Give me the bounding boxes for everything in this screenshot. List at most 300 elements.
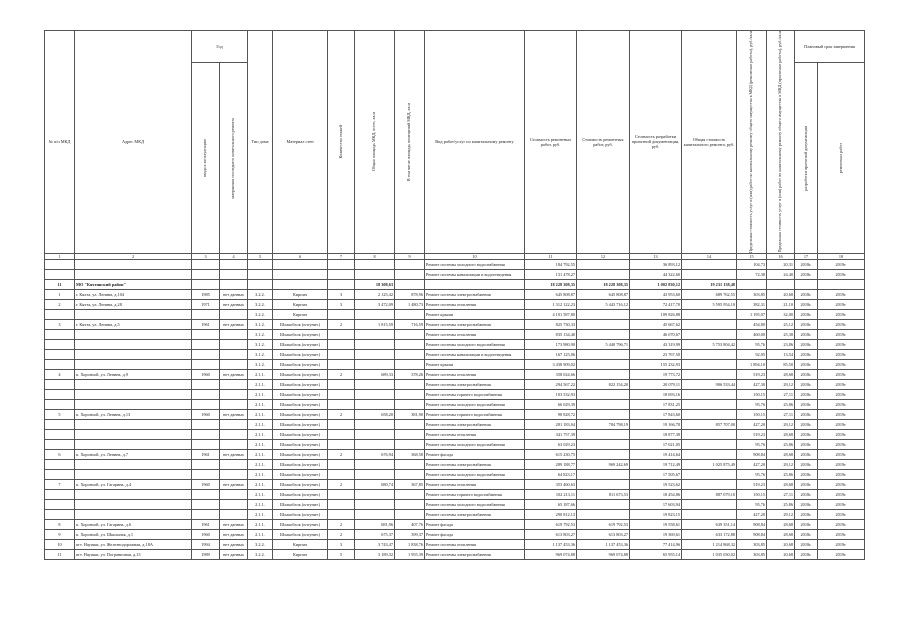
table-cell [425, 279, 525, 289]
table-cell [767, 279, 795, 289]
table-cell: 2019г. [818, 259, 865, 269]
table-cell: нет данных [220, 369, 248, 379]
table-cell [395, 439, 425, 449]
table-cell: Ремонт крыши [425, 309, 525, 319]
table-cell: 399,37 [395, 529, 425, 539]
table-cell: 6 [45, 449, 75, 459]
table-cell [682, 499, 737, 509]
table-cell: г. Кяхта, ул. Ленина, д.28 [75, 299, 192, 309]
table-cell [75, 389, 192, 399]
header-planned-group: Плановый срок завершения [795, 31, 865, 63]
table-cell: 2019г. [818, 479, 865, 489]
table-cell: 2018г. [795, 399, 818, 409]
table-cell [220, 379, 248, 389]
table-row [45, 409, 865, 419]
table-cell: 427,30 [737, 379, 767, 389]
table-cell [220, 439, 248, 449]
table-cell: 2019г. [818, 459, 865, 469]
table-cell: Шлакоблок (опгунит.) [273, 459, 328, 469]
table-cell: 2019г. [818, 389, 865, 399]
table-cell [273, 259, 328, 269]
table-cell [355, 379, 395, 389]
table-cell: 908,84 [737, 529, 767, 539]
table-cell [682, 369, 737, 379]
table-cell [75, 269, 192, 279]
table-cell: 72 417,70 [630, 299, 682, 309]
table-cell: 1985 [192, 289, 220, 299]
table-cell: 460,00 [737, 329, 767, 339]
table-cell [328, 359, 355, 369]
table-cell: Кирпич [273, 299, 328, 309]
table-cell: 2 [328, 529, 355, 539]
table-cell: 3.2.2. [248, 289, 273, 299]
table-cell [682, 449, 737, 459]
table-cell: 20 079,11 [630, 379, 682, 389]
table-cell [577, 439, 630, 449]
table-cell: 908,84 [737, 519, 767, 529]
table-cell: 878,96 [395, 289, 425, 299]
table-cell [45, 359, 75, 369]
table-cell [45, 419, 75, 429]
table-cell: 2019г. [818, 329, 865, 339]
table-cell: 2.1.1. [248, 399, 273, 409]
table-cell [355, 429, 395, 439]
table-cell: 20,68 [767, 289, 795, 299]
table-cell [192, 349, 220, 359]
table-cell: нет данных [220, 519, 248, 529]
table-row [45, 469, 865, 479]
table-cell: Ремонт фасада [425, 519, 525, 529]
table-cell: 28,68 [767, 449, 795, 459]
table-cell: 613 803,27 [525, 529, 577, 539]
table-cell: 341 757,39 [525, 429, 577, 439]
table-cell: 519,23 [737, 369, 767, 379]
table-cell: Ремонт системы отопления [425, 369, 525, 379]
table-cell: 2019г. [818, 319, 865, 329]
table-cell [192, 469, 220, 479]
column-number: 17 [795, 253, 818, 259]
header-house-type: Тип дома [248, 31, 273, 254]
column-number: 13 [630, 253, 682, 259]
table-cell: 294 567,22 [525, 379, 577, 389]
table-cell [577, 409, 630, 419]
table-cell: 1994 [192, 539, 220, 549]
table-cell: 1960 [192, 479, 220, 489]
table-cell: 619 792,53 [577, 519, 630, 529]
table-cell [220, 339, 248, 349]
table-cell [45, 459, 75, 469]
table-cell: 2019г. [818, 509, 865, 519]
table-cell: 167 125,06 [525, 349, 577, 359]
table-cell: 2018г. [795, 419, 818, 429]
header-floors: Количество этажей [328, 31, 355, 254]
table-cell: 3 [45, 319, 75, 329]
table-row [45, 509, 865, 519]
table-cell [355, 499, 395, 509]
table-cell [45, 439, 75, 449]
table-cell: 10 [45, 539, 75, 549]
table-cell [328, 429, 355, 439]
column-number: 1 [45, 253, 75, 259]
table-cell [75, 459, 192, 469]
table-cell: 18 308,63 [355, 279, 395, 289]
table-cell [577, 319, 630, 329]
table-cell: 2018г. [795, 539, 818, 549]
table-cell [577, 369, 630, 379]
table-cell: Ремонт системы горячего водоснабжения [425, 489, 525, 499]
header-limit-cost-1: Предельная стоимость услуг и (или) работ по капитальному ремонту общего имущества в МКД (ремонтные работы), руб./кв.м [737, 31, 767, 254]
table-cell [395, 499, 425, 509]
table-cell: 2018г. [795, 549, 818, 559]
table-cell: 2.1.1. [248, 449, 273, 459]
table-cell: 2019г. [818, 339, 865, 349]
table-cell: 2019г. [818, 409, 865, 419]
table-cell: 1 035 030,02 [682, 549, 737, 559]
table-cell: 25,86 [767, 439, 795, 449]
table-cell: 2019г. [818, 449, 865, 459]
table-cell: Шлакоблок (опгунит.) [273, 409, 328, 419]
table-cell: нет данных [220, 529, 248, 539]
table-cell [395, 329, 425, 339]
table-cell: 7 [45, 479, 75, 489]
table-cell: 2 [328, 319, 355, 329]
table-cell: 3.1.2. [248, 319, 273, 329]
table-cell: 4 [45, 369, 75, 379]
table-cell: 689 762,55 [682, 289, 737, 299]
table-cell: 18 228 308,35 [525, 279, 577, 289]
table-cell [682, 479, 737, 489]
table-cell: 2019г. [818, 399, 865, 409]
table-cell: 3.1.2. [248, 329, 273, 339]
table-cell [355, 399, 395, 409]
table-cell: 27,11 [767, 389, 795, 399]
table-cell: 19 166,78 [630, 419, 682, 429]
table-cell [682, 399, 737, 409]
column-number: 5 [248, 253, 273, 259]
table-cell: 92,05 [737, 349, 767, 359]
table-cell [328, 509, 355, 519]
table-cell: 1 955,39 [395, 549, 425, 559]
column-number: 2 [75, 253, 192, 259]
table-cell [682, 319, 737, 329]
table-cell: 2.1.1. [248, 499, 273, 509]
table-row [45, 529, 865, 539]
table-cell [328, 439, 355, 449]
table-cell: 2.1.1. [248, 369, 273, 379]
table-cell: 3.1.2. [248, 349, 273, 359]
table-cell: 2019г. [818, 369, 865, 379]
table-cell: Шлакоблок (опгунит.) [273, 469, 328, 479]
table-cell [577, 449, 630, 459]
table-cell [75, 429, 192, 439]
table-cell: 11 [45, 279, 75, 289]
table-cell: 519,23 [737, 429, 767, 439]
table-cell: 908,84 [737, 449, 767, 459]
table-cell [328, 469, 355, 479]
table-cell: 64 823,17 [525, 469, 577, 479]
table-cell: 2019г. [818, 269, 865, 279]
capital-repair-document [44, 30, 864, 560]
table-cell: 680,74 [355, 479, 395, 489]
table-row [45, 449, 865, 459]
table-cell [75, 329, 192, 339]
table-cell: нет данных [220, 549, 248, 559]
table-cell [192, 279, 220, 289]
table-cell: 2018г. [795, 319, 818, 329]
table-cell [328, 489, 355, 499]
table-cell: 2.1.1. [248, 479, 273, 489]
table-row [45, 519, 865, 529]
table-cell [328, 329, 355, 339]
table-cell [682, 349, 737, 359]
table-cell: 1 137 453,36 [525, 539, 577, 549]
table-cell: 1960 [192, 529, 220, 539]
table-cell: 2018г. [795, 409, 818, 419]
table-cell: 2 [45, 299, 75, 309]
table-cell: 3 438 909,02 [525, 359, 577, 369]
table-cell: 25,38 [767, 329, 795, 339]
table-cell [577, 259, 630, 269]
table-cell [273, 269, 328, 279]
table-cell: 5 [328, 549, 355, 559]
table-cell [220, 309, 248, 319]
table-cell [355, 259, 395, 269]
header-year-last-repair: завершения последнего капитального ремонта [220, 63, 248, 254]
table-cell: 2018г. [795, 259, 818, 269]
table-cell: 102 213,11 [525, 489, 577, 499]
table-cell [220, 389, 248, 399]
table-cell [192, 429, 220, 439]
table-cell: 303,85 [737, 549, 767, 559]
table-cell [395, 349, 425, 359]
table-cell: 19 231 138,48 [682, 279, 737, 289]
table-cell [395, 419, 425, 429]
table-cell: 427,20 [737, 459, 767, 469]
table-cell: 103 532,93 [525, 389, 577, 399]
table-cell: Ремонт системы электроснабжения [425, 509, 525, 519]
table-cell: 969 242,69 [577, 459, 630, 469]
table-cell: Шлакоблок (опгунит.) [273, 439, 328, 449]
table-cell [45, 389, 75, 399]
table-cell [45, 379, 75, 389]
table-cell: 1961 [192, 449, 220, 459]
table-cell [328, 259, 355, 269]
table-cell: 95,76 [737, 399, 767, 409]
table-cell: 3.2.2. [248, 309, 273, 319]
table-cell [682, 259, 737, 269]
table-cell: 1 815,59 [355, 319, 395, 329]
table-cell: 2 [328, 519, 355, 529]
table-cell: 675,37 [355, 529, 395, 539]
table-cell: 857 707,00 [682, 419, 737, 429]
table-cell [75, 469, 192, 479]
table-cell: 906 533,44 [682, 379, 737, 389]
table-cell [328, 279, 355, 289]
table-cell [328, 309, 355, 319]
table-cell: 289 188,77 [525, 459, 577, 469]
table-cell: нет данных [220, 539, 248, 549]
header-year-group: Год [192, 31, 248, 63]
table-cell: Ремонт системы холодного водоснабжения [425, 499, 525, 509]
table-cell: 1 838,76 [395, 539, 425, 549]
table-cell: 1960 [192, 369, 220, 379]
table-cell: 25,86 [767, 399, 795, 409]
table-cell: п. Хоронхой, ул. Гагарина, д.4 [75, 479, 192, 489]
table-cell: Ремонт системы холодного водоснабжения [425, 399, 525, 409]
table-cell: 25,86 [767, 499, 795, 509]
table-cell [75, 509, 192, 519]
table-cell [355, 469, 395, 479]
table-cell [577, 399, 630, 409]
column-number: 6 [273, 253, 328, 259]
table-cell: 17 843,60 [630, 409, 682, 419]
table-row [45, 289, 865, 299]
table-cell [682, 359, 737, 369]
table-cell: Шлакоблок (опгунит.) [273, 529, 328, 539]
table-cell [682, 509, 737, 519]
table-cell: 8 [45, 519, 75, 529]
header-wall-material: Материал стен [273, 31, 328, 254]
table-row [45, 359, 865, 369]
table-cell: Шлакоблок (опгунит.) [273, 509, 328, 519]
table-cell: 104,73 [737, 259, 767, 269]
table-cell: нет данных [220, 409, 248, 419]
table-cell: 835 134,40 [525, 329, 577, 339]
table-row [45, 389, 865, 399]
table-cell: 65 955,14 [630, 549, 682, 559]
table-cell: 3 743,47 [355, 539, 395, 549]
table-cell: 5 595 954,10 [682, 299, 737, 309]
table-cell [75, 259, 192, 269]
table-cell: Шлакоблок (опгунит.) [273, 489, 328, 499]
table-cell: Ремонт системы электроснабжения [425, 289, 525, 299]
table-cell: г. Кяхта, ул. Ленина, д.104 [75, 289, 192, 299]
table-cell: 382,31 [737, 299, 767, 309]
table-cell: 2018г. [795, 459, 818, 469]
table-cell [682, 439, 737, 449]
table-cell [682, 409, 737, 419]
table-cell: 303,85 [737, 539, 767, 549]
table-cell: 98 828,72 [525, 409, 577, 419]
table-cell: 85,50 [767, 359, 795, 369]
table-cell: 3.1.2. [248, 359, 273, 369]
table-cell: нет данных [220, 449, 248, 459]
table-cell: 20,68 [767, 539, 795, 549]
table-cell: п. Хоронхой, ул. Ленина, д.13 [75, 409, 192, 419]
table-cell: 29,12 [767, 509, 795, 519]
table-row [45, 319, 865, 329]
table-cell: 32,00 [767, 309, 795, 319]
table-cell: 19 823,15 [630, 509, 682, 519]
table-cell [45, 259, 75, 269]
table-cell: 4 101 587,80 [525, 309, 577, 319]
table-cell [220, 329, 248, 339]
table-cell [328, 399, 355, 409]
table-cell [682, 429, 737, 439]
table-cell: Шлакоблок (опгунит.) [273, 479, 328, 489]
table-cell: Кирпич [273, 289, 328, 299]
table-row [45, 479, 865, 489]
table-cell: 36 893,12 [630, 259, 682, 269]
table-cell [220, 469, 248, 479]
table-cell: 1971 [192, 299, 220, 309]
table-cell [395, 359, 425, 369]
table-cell: 378,26 [395, 369, 425, 379]
table-cell: 3 [328, 299, 355, 309]
table-cell [220, 499, 248, 509]
table-cell: 290 812,13 [525, 509, 577, 519]
table-cell: 2018г. [795, 329, 818, 339]
table-cell: 9 [45, 529, 75, 539]
table-cell: 2019г. [818, 519, 865, 529]
table-cell: 72,38 [737, 269, 767, 279]
table-cell: Ремонт системы электроснабжения [425, 379, 525, 389]
table-cell: 24,40 [767, 269, 795, 279]
table-cell [395, 399, 425, 409]
table-cell [577, 499, 630, 509]
table-cell: 18 228 308,35 [577, 279, 630, 289]
table-row [45, 419, 865, 429]
table-row [45, 369, 865, 379]
table-cell: 173 980,90 [525, 339, 577, 349]
table-cell: 676,94 [355, 449, 395, 459]
table-cell: 19 773,72 [630, 369, 682, 379]
column-number: 8 [355, 253, 395, 259]
table-cell: 2019г. [818, 359, 865, 369]
table-cell: 969 074,88 [577, 549, 630, 559]
table-cell: 95,76 [737, 469, 767, 479]
header-residential-area: В том числе площадь помещений МКД, кв.м [395, 31, 425, 254]
table-cell [192, 359, 220, 369]
table-cell: 5 [45, 409, 75, 419]
table-cell: 17 505,67 [630, 469, 682, 479]
table-cell [577, 309, 630, 319]
table-body [45, 259, 865, 559]
table-cell: 353 460,63 [525, 479, 577, 489]
header-total-cost: Общая стоимость капитального ремонта, руб. [682, 31, 737, 254]
table-cell [273, 279, 328, 289]
table-row [45, 549, 865, 559]
table-cell: 2018г. [795, 299, 818, 309]
table-cell [577, 269, 630, 279]
header-repair-cost-total: Стоимость ремонтных работ, руб. [577, 31, 630, 254]
column-number: 9 [395, 253, 425, 259]
table-cell [192, 499, 220, 509]
table-cell: 2019г. [818, 499, 865, 509]
table-cell: Шлакоблок (опгунит.) [273, 399, 328, 409]
table-cell [75, 419, 192, 429]
table-cell: 19 523,62 [630, 479, 682, 489]
table-cell: 1 [45, 289, 75, 299]
table-cell: 3 189,32 [355, 549, 395, 559]
table-cell: 3 472,09 [355, 299, 395, 309]
table-cell: 407,76 [395, 519, 425, 529]
table-cell [577, 479, 630, 489]
table-cell: Шлакоблок (опгунит.) [273, 449, 328, 459]
header-planned-design: разработки проектной документации [795, 63, 818, 254]
table-cell [328, 269, 355, 279]
table-cell: 887 079,10 [682, 489, 737, 499]
table-cell: 368,58 [395, 449, 425, 459]
table-cell [328, 389, 355, 399]
table-cell: Шлакоблок (опгунит.) [273, 519, 328, 529]
table-cell: 2019г. [818, 489, 865, 499]
table-cell: Шлакоблок (опгунит.) [273, 349, 328, 359]
table-cell: Ремонт системы холодного водоснабжения [425, 339, 525, 349]
table-cell: 44 322,60 [630, 269, 682, 279]
table-cell: Шлакоблок (опгунит.) [273, 369, 328, 379]
header-total-area: Общая площадь МКД, всего, кв.м [355, 31, 395, 254]
